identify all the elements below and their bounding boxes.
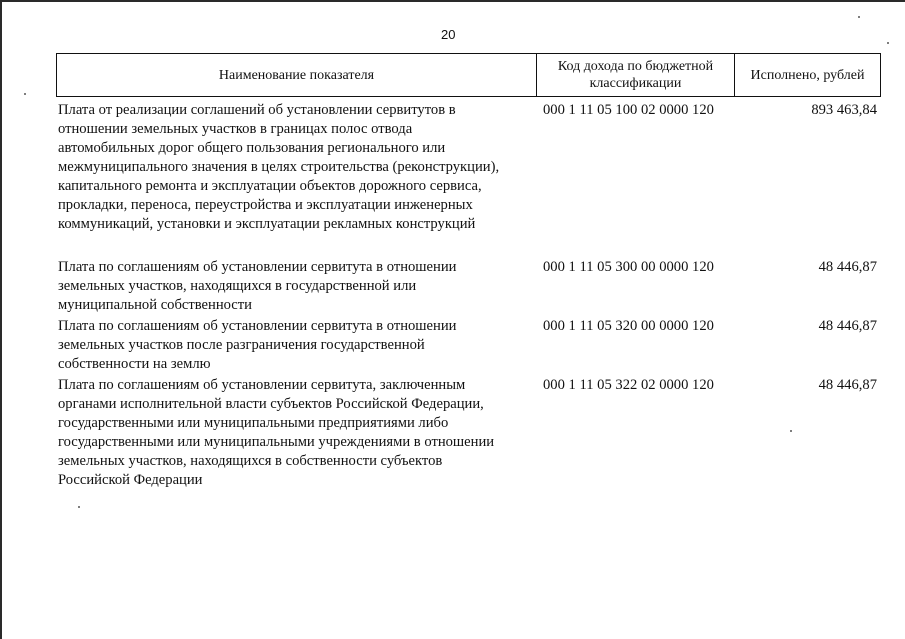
- row-name-line: прокладки, переноса, переустройства и эксплуатации инженерных: [58, 197, 473, 213]
- page-edge-left: [0, 0, 2, 639]
- row-name-line: отношении земельных участков в границах полос отвода: [58, 121, 413, 137]
- table-header: [56, 53, 881, 97]
- row-name: [58, 101, 534, 234]
- row-name-line: капитального ремонта и эксплуатации объектов дорожного сервиса,: [58, 178, 482, 194]
- scan-speck: [24, 93, 26, 95]
- header-code: Код дохода по бюджетной классификации: [537, 54, 735, 96]
- row-name-line: Российской Федерации: [58, 472, 203, 488]
- row-name-line: земельных участков, находящихся в собственности субъектов: [58, 453, 443, 469]
- row-name-line: Плата по соглашениям об установлении сервитута, заключенным: [58, 377, 466, 393]
- row-name: [58, 258, 534, 315]
- row-name-line: земельных участков после разграничения государственной: [58, 337, 425, 353]
- row-code: 000 1 11 05 320 00 0000 120: [543, 318, 714, 334]
- row-code: 000 1 11 05 100 02 0000 120: [543, 102, 714, 118]
- scan-speck: [790, 430, 792, 432]
- row-name-line: государственными или муниципальными учреждениями в отношении: [58, 434, 495, 450]
- scan-speck: [78, 506, 80, 508]
- row-code: 000 1 11 05 322 02 0000 120: [543, 377, 714, 393]
- row-name-line: коммуникаций, установки и эксплуатации рекламных конструкций: [58, 216, 476, 232]
- page-edge-top: [0, 0, 905, 2]
- row-name: [58, 376, 534, 490]
- row-code: 000 1 11 05 300 00 0000 120: [543, 259, 714, 275]
- row-name-line: Плата от реализации соглашений об установлении сервитутов в: [58, 102, 456, 118]
- scan-speck: [858, 16, 860, 18]
- row-name-line: органами исполнительной власти субъектов Российской Федерации,: [58, 396, 484, 412]
- row-name-line: Плата по соглашениям об установлении сервитута в отношении: [58, 259, 457, 275]
- row-name-line: государственными или муниципальными предприятиями либо: [58, 415, 449, 431]
- row-name-line: Плата по соглашениям об установлении сервитута в отношении: [58, 318, 457, 334]
- header-name: Наименование показателя: [57, 54, 537, 96]
- row-value: 48 446,87: [818, 377, 877, 393]
- row-name-line: автомобильных дорог общего пользования регионального или: [58, 140, 446, 156]
- scan-speck: [887, 42, 889, 44]
- row-name: [58, 317, 534, 374]
- row-value: 48 446,87: [818, 318, 877, 334]
- header-executed: Исполнено, рублей: [750, 67, 865, 83]
- page-number: 20: [441, 27, 456, 42]
- row-name-line: собственности на землю: [58, 356, 211, 372]
- row-name-line: межмуниципального значения в целях строительства (реконструкции),: [58, 159, 500, 175]
- row-name-line: муниципальной собственности: [58, 297, 252, 313]
- row-value: 893 463,84: [811, 102, 877, 118]
- row-value: 48 446,87: [818, 259, 877, 275]
- row-name-line: земельных участков, находящихся в государственной или: [58, 278, 417, 294]
